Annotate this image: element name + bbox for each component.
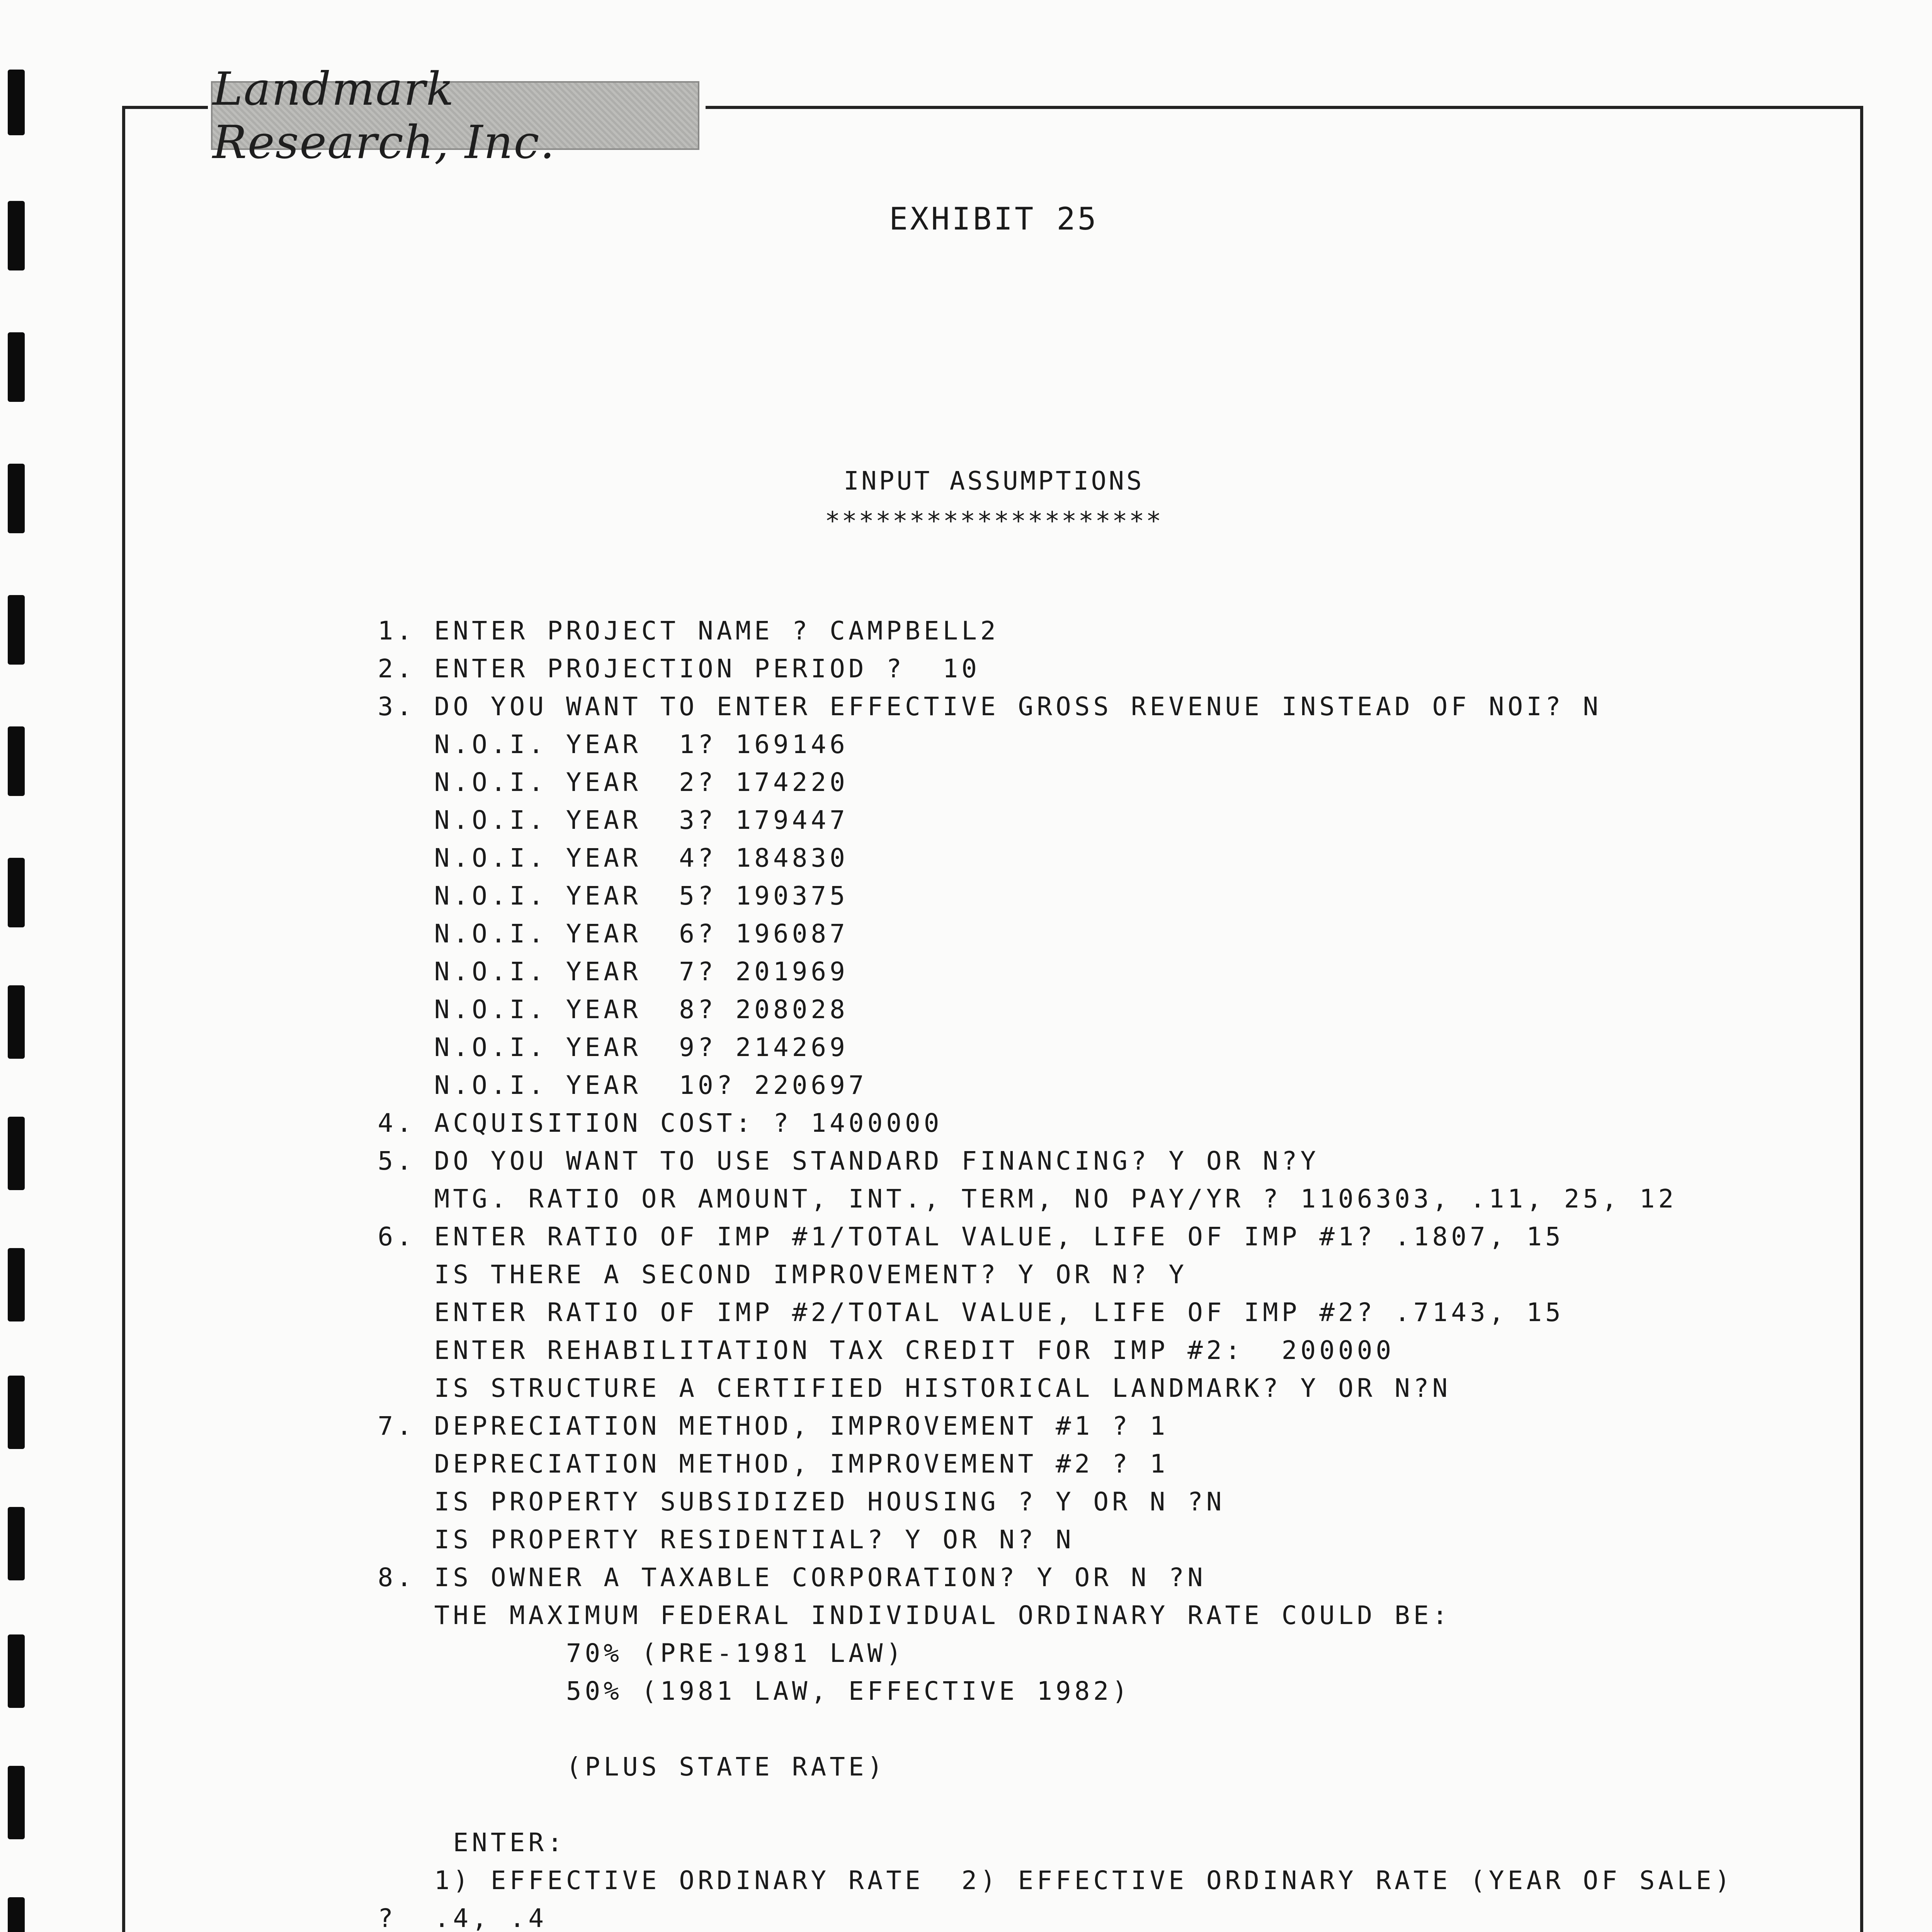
printout-line: 6. ENTER RATIO OF IMP #1/TOTAL VALUE, LIFE OF IMP #1? .1807, 15 <box>340 1222 1564 1252</box>
binder-punch-mark <box>8 332 25 402</box>
heading-underline-stars: ******************** <box>825 506 1163 536</box>
binder-punch-mark <box>8 985 25 1059</box>
printout-line: N.O.I. YEAR 4? 184830 <box>340 843 849 873</box>
printout-line: N.O.I. YEAR 5? 190375 <box>340 881 849 911</box>
printout-line: 3. DO YOU WANT TO ENTER EFFECTIVE GROSS REVENUE INSTEAD OF NOI? N <box>340 692 1602 721</box>
printout-line: 70% (PRE-1981 LAW) <box>340 1638 905 1668</box>
printout-line <box>340 1786 1839 1824</box>
input-assumptions-printout <box>340 612 1839 1932</box>
binder-punch-mark <box>8 1248 25 1321</box>
printout-line: N.O.I. YEAR 10? 220697 <box>340 1070 867 1100</box>
binder-punch-mark <box>8 1897 25 1932</box>
printout-line: N.O.I. YEAR 6? 196087 <box>340 919 849 949</box>
company-logo-text: Landmark Research, Inc. <box>213 62 556 169</box>
binder-punch-mark <box>8 70 25 135</box>
printout-line: N.O.I. YEAR 1? 169146 <box>340 730 849 759</box>
binder-punch-mark <box>8 726 25 796</box>
printout-line: ENTER RATIO OF IMP #2/TOTAL VALUE, LIFE OF IMP #2? .7143, 15 <box>340 1298 1564 1327</box>
printout-line: N.O.I. YEAR 9? 214269 <box>340 1032 849 1062</box>
frame-border-top <box>706 106 1863 109</box>
binder-punch-mark <box>8 1376 25 1449</box>
frame-border-top <box>122 106 208 109</box>
printout-line: THE MAXIMUM FEDERAL INDIVIDUAL ORDINARY RATE COULD BE: <box>340 1600 1451 1630</box>
frame-border-right <box>1860 106 1863 1932</box>
printout-line: ? .4, .4 <box>340 1903 548 1932</box>
printout-line: 1. ENTER PROJECT NAME ? CAMPBELL2 <box>340 616 999 646</box>
binder-punch-mark <box>8 858 25 927</box>
printout-line: 2. ENTER PROJECTION PERIOD ? 10 <box>340 654 981 684</box>
printout-line: ENTER: <box>340 1828 566 1857</box>
printout-line: IS PROPERTY SUBSIDIZED HOUSING ? Y OR N ?N <box>340 1487 1225 1517</box>
printout-line: 8. IS OWNER A TAXABLE CORPORATION? Y OR N ?N <box>340 1563 1206 1592</box>
printout-line: IS PROPERTY RESIDENTIAL? Y OR N? N <box>340 1525 1075 1554</box>
binder-punch-mark <box>8 1634 25 1708</box>
frame-border-left <box>122 106 125 1932</box>
exhibit-title: EXHIBIT 25 <box>889 201 1099 237</box>
printout-line: IS STRUCTURE A CERTIFIED HISTORICAL LANDMARK? Y OR N?N <box>340 1373 1451 1403</box>
printout-line: 7. DEPRECIATION METHOD, IMPROVEMENT #1 ? 1 <box>340 1411 1169 1441</box>
company-logo <box>211 62 699 169</box>
binder-punch-mark <box>8 1507 25 1580</box>
binder-punch-mark <box>8 1766 25 1839</box>
printout-line: 50% (1981 LAW, EFFECTIVE 1982) <box>340 1676 1131 1706</box>
printout-line <box>340 1710 1839 1748</box>
printout-line: IS THERE A SECOND IMPROVEMENT? Y OR N? Y <box>340 1260 1188 1289</box>
printout-line: DEPRECIATION METHOD, IMPROVEMENT #2 ? 1 <box>340 1449 1169 1479</box>
printout-line: MTG. RATIO OR AMOUNT, INT., TERM, NO PAY/YR ? 1106303, .11, 25, 12 <box>340 1184 1677 1214</box>
printout-line: 1) EFFECTIVE ORDINARY RATE 2) EFFECTIVE ORDINARY RATE (YEAR OF SALE) <box>340 1866 1734 1895</box>
printout-line: ENTER REHABILITATION TAX CREDIT FOR IMP #2: 200000 <box>340 1335 1395 1365</box>
printout-line: 4. ACQUISITION COST: ? 1400000 <box>340 1108 943 1138</box>
printout-line: N.O.I. YEAR 8? 208028 <box>340 995 849 1024</box>
printout-line: 5. DO YOU WANT TO USE STANDARD FINANCING? Y OR N?Y <box>340 1146 1320 1176</box>
binder-punch-mark <box>8 595 25 665</box>
printout-line: N.O.I. YEAR 7? 201969 <box>340 957 849 986</box>
printout-line: (PLUS STATE RATE) <box>340 1752 886 1782</box>
section-heading: INPUT ASSUMPTIONS <box>844 466 1144 496</box>
printout-line: N.O.I. YEAR 2? 174220 <box>340 767 849 797</box>
printout-line: N.O.I. YEAR 3? 179447 <box>340 805 849 835</box>
binder-punch-mark <box>8 1117 25 1190</box>
